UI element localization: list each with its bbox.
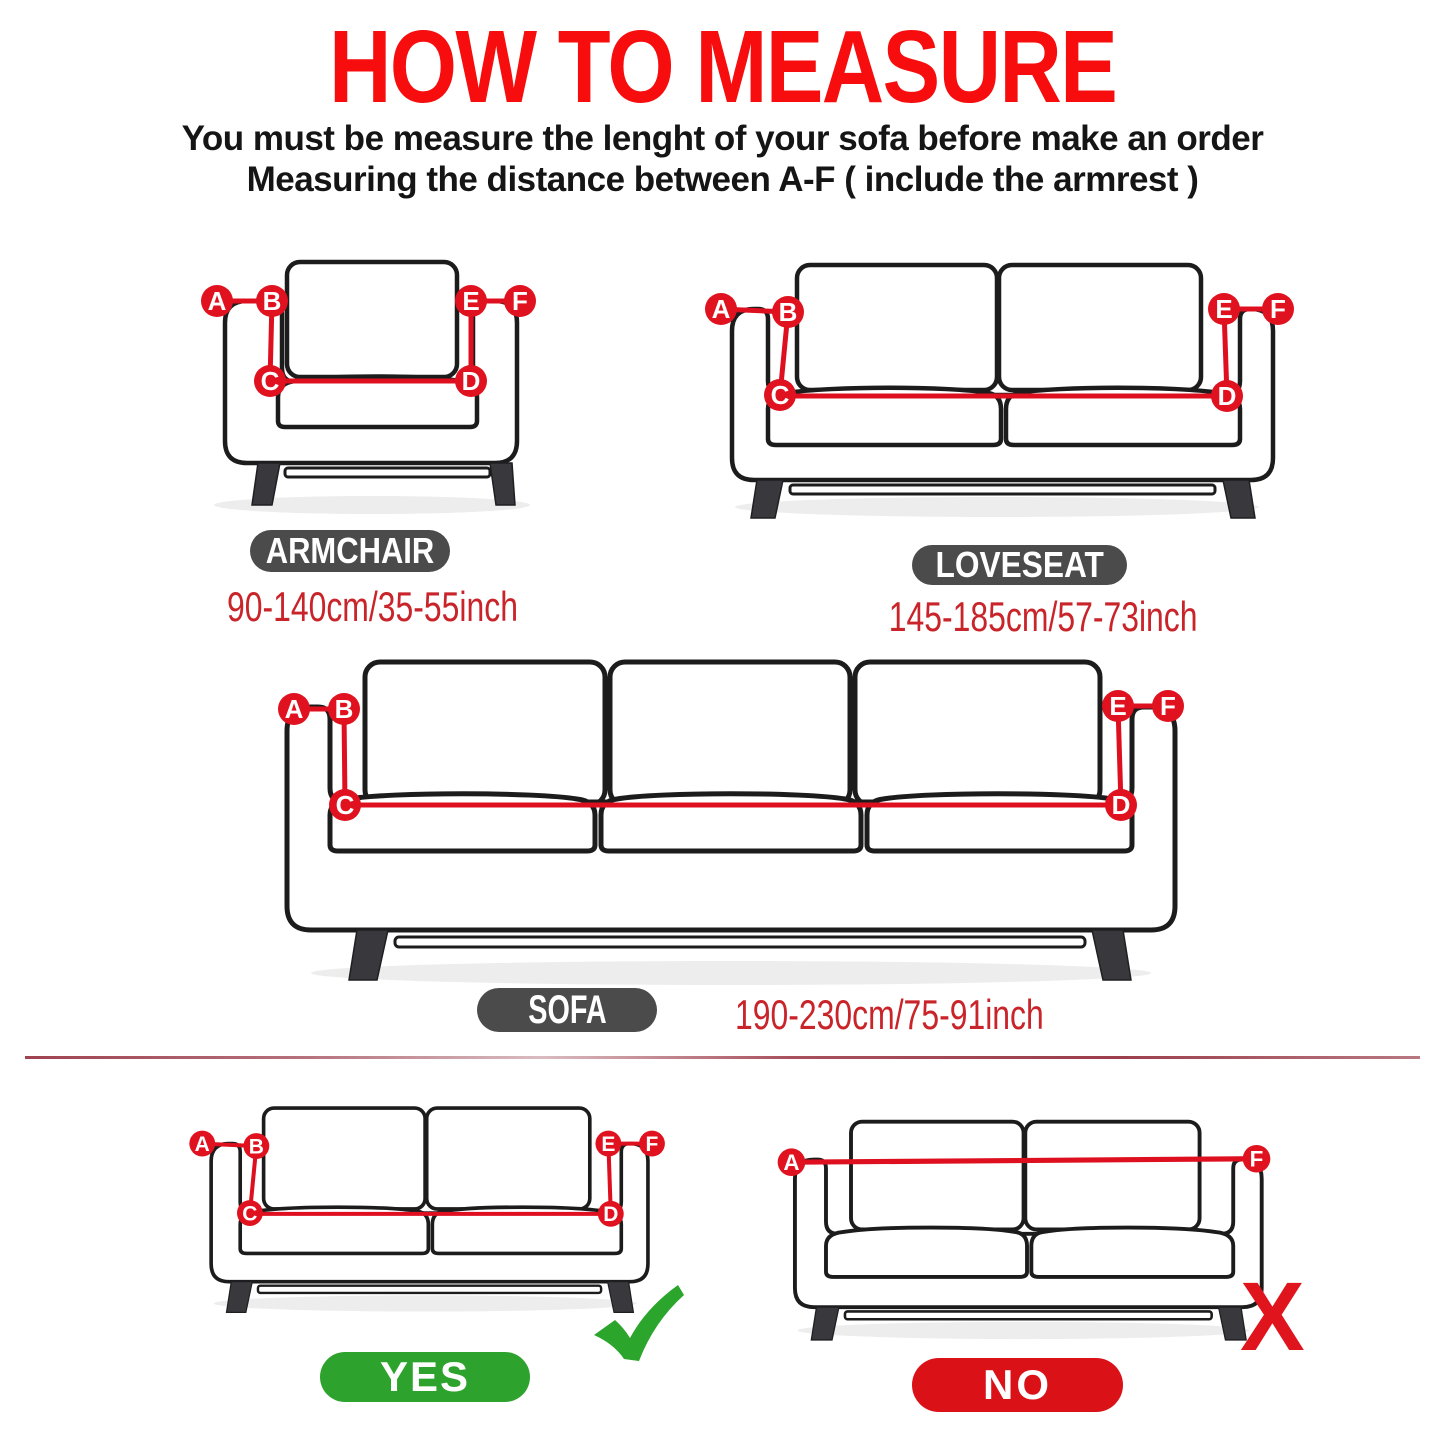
marker-c	[254, 365, 286, 397]
svg-text:B: B	[778, 297, 798, 327]
sofa-seat-cushion-1	[330, 794, 595, 851]
sofa-shadow	[311, 961, 1151, 985]
section-divider	[25, 1056, 1420, 1059]
sofa-label-pill	[477, 988, 657, 1032]
svg-text:C: C	[770, 380, 790, 410]
sofa-illustration	[265, 655, 1215, 990]
sofa-back-cushion-2	[610, 662, 850, 805]
armchair-label-pill	[250, 530, 450, 572]
marker-a	[778, 1148, 806, 1176]
svg-text:D: D	[1217, 381, 1237, 411]
svg-text:D: D	[603, 1203, 619, 1227]
page-title-text: HOW TO MEASURE	[328, 9, 1117, 124]
svg-text:B: B	[248, 1135, 264, 1159]
subtitle-line-2: Measuring the distance between A-F ( include the armrest )	[246, 159, 1199, 199]
armchair-leg-right	[490, 463, 515, 505]
marker-e	[1102, 690, 1134, 722]
sofa-stretcher	[395, 937, 1085, 947]
marker-a	[201, 285, 233, 317]
svg-text:A: A	[783, 1149, 800, 1175]
svg-text:C: C	[260, 366, 280, 396]
loveseat-illustration	[695, 255, 1300, 525]
svg-text:F: F	[1249, 1146, 1264, 1172]
svg-text:F: F	[645, 1132, 659, 1156]
incorrect-example-illustration	[763, 1113, 1285, 1346]
loveseat-range: 145-185cm/57-73inch	[888, 593, 1198, 640]
svg-text:D: D	[1111, 790, 1131, 820]
subtitle	[0, 119, 1445, 200]
sofa-range: 190-230cm/75-91inch	[735, 991, 1044, 1038]
marker-a	[705, 293, 737, 325]
marker-f	[1262, 293, 1294, 325]
svg-text:E: E	[601, 1132, 616, 1156]
svg-text:E: E	[1215, 294, 1233, 324]
marker-d	[1211, 380, 1243, 412]
marker-a	[278, 693, 310, 725]
marker-e	[1208, 293, 1240, 325]
svg-text:C: C	[242, 1202, 258, 1226]
svg-text:E: E	[1109, 691, 1127, 721]
svg-text:A: A	[207, 286, 227, 316]
marker-c	[329, 789, 361, 821]
marker-e	[595, 1131, 621, 1157]
marker-f	[1243, 1145, 1271, 1173]
armchair-back-cushion	[287, 262, 457, 377]
svg-text:E: E	[462, 286, 480, 316]
svg-text:A: A	[284, 694, 304, 724]
svg-text:F: F	[1160, 691, 1176, 721]
sofa-back-cushion-3	[855, 662, 1100, 805]
svg-text:D: D	[461, 366, 481, 396]
subtitle-line-1: You must be measure the lenght of your sofa before make an order	[181, 119, 1264, 158]
marker-d	[1105, 789, 1137, 821]
marker-d	[455, 365, 487, 397]
page-title	[0, 8, 1445, 126]
yes-pill	[320, 1352, 530, 1402]
x-icon: X	[1240, 1262, 1305, 1371]
sofa-back-cushion-1	[365, 662, 605, 805]
svg-text:A: A	[711, 294, 731, 324]
sofa-label: SOFA	[527, 987, 607, 1032]
marker-c	[237, 1200, 263, 1226]
armchair-stretcher	[285, 468, 490, 477]
marker-f	[504, 285, 536, 317]
svg-text:F: F	[512, 286, 528, 316]
marker-d	[598, 1201, 624, 1227]
armchair-seat-cushion	[278, 377, 477, 428]
svg-text:C: C	[335, 790, 355, 820]
marker-c	[764, 379, 796, 411]
svg-text:B: B	[262, 286, 282, 316]
marker-a	[189, 1131, 215, 1157]
marker-b	[243, 1133, 269, 1159]
svg-text:F: F	[1270, 294, 1286, 324]
loveseat-label: LOVESEAT	[935, 544, 1104, 585]
sofa-seat-cushion-3	[867, 794, 1132, 851]
armchair-label: ARMCHAIR	[265, 530, 435, 571]
no-label: NO	[983, 1361, 1052, 1408]
marker-b	[256, 285, 288, 317]
no-pill	[912, 1358, 1123, 1412]
marker-e	[455, 285, 487, 317]
measure-line-af	[791, 1159, 1256, 1162]
marker-b	[328, 693, 360, 725]
svg-text:A: A	[194, 1132, 210, 1156]
marker-f	[1152, 690, 1184, 722]
svg-text:B: B	[334, 694, 354, 724]
armchair-illustration	[132, 253, 542, 520]
loveseat-label-pill	[912, 545, 1127, 585]
marker-b	[772, 296, 804, 328]
sofa-seat-cushion-2	[601, 794, 861, 851]
marker-f	[639, 1131, 665, 1157]
check-icon	[588, 1278, 688, 1362]
armchair-range: 90-140cm/35-55inch	[226, 583, 518, 630]
yes-label: YES	[379, 1353, 471, 1400]
